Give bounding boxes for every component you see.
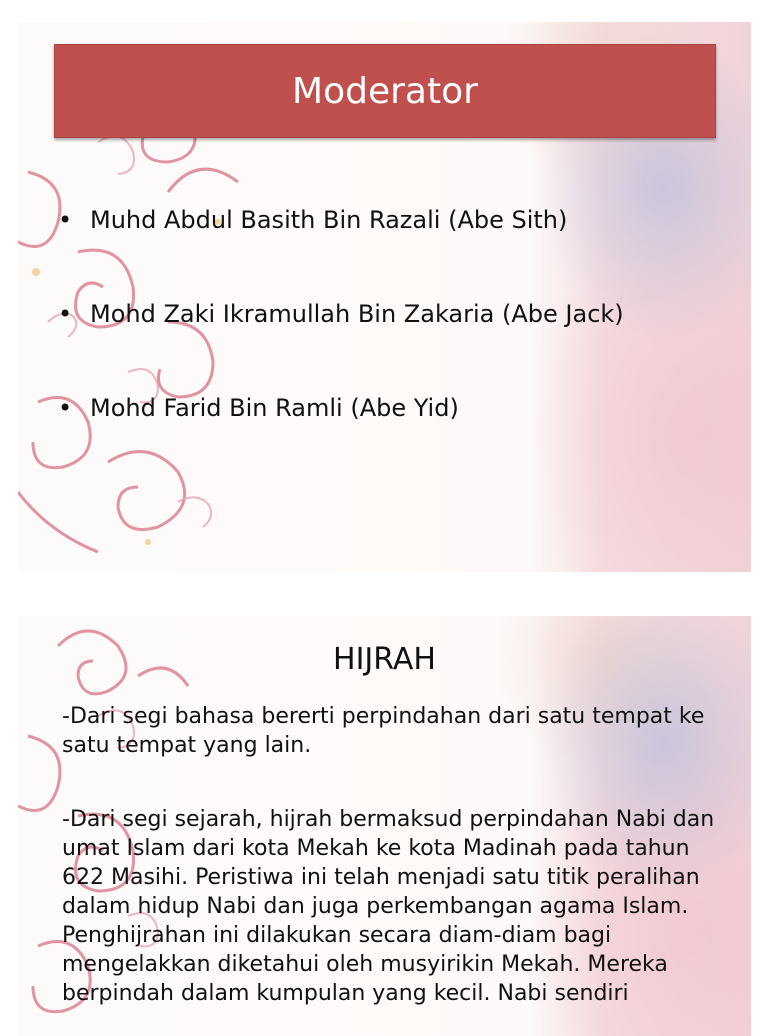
title-bar bbox=[54, 44, 716, 138]
definition-language: -Dari segi bahasa bererti perpindahan dari satu tempat ke satu tempat yang lain. bbox=[62, 704, 705, 758]
definition-history: -Dari segi sejarah, hijrah bermaksud perpindahan Nabi dan umat Islam dari kota Mekah ke kota Madinah pada tahun 622 Masihi. Peristiwa ini telah menjadi satu titik peralihan dalam hidup Nabi dan juga perkembangan agama Islam. Penghijrahan ini dilakukan secara diam-diam bagi mengelakkan diketahui oleh musyirikin Mekah. Mereka berpindah dalam kumpulan yang kecil. Nabi sendiri bbox=[62, 807, 715, 1006]
moderator-list bbox=[58, 200, 624, 482]
slide-moderator bbox=[18, 22, 751, 572]
bullet-icon: • bbox=[58, 206, 73, 234]
moderator-name: Mohd Farid Bin Ramli (Abe Yid) bbox=[90, 394, 459, 422]
slide-title: HIJRAH bbox=[333, 642, 436, 677]
bullet-icon: • bbox=[58, 300, 73, 328]
slide-hijrah bbox=[18, 616, 751, 1036]
bullet-icon: • bbox=[58, 394, 73, 422]
moderator-name: Mohd Zaki Ikramullah Bin Zakaria (Abe Jack) bbox=[90, 300, 624, 328]
slide-title: Moderator bbox=[292, 70, 478, 112]
list-item bbox=[58, 388, 624, 482]
list-item bbox=[58, 294, 624, 388]
moderator-name: Muhd Abdul Basith Bin Razali (Abe Sith) bbox=[90, 206, 568, 234]
list-item bbox=[58, 200, 624, 294]
